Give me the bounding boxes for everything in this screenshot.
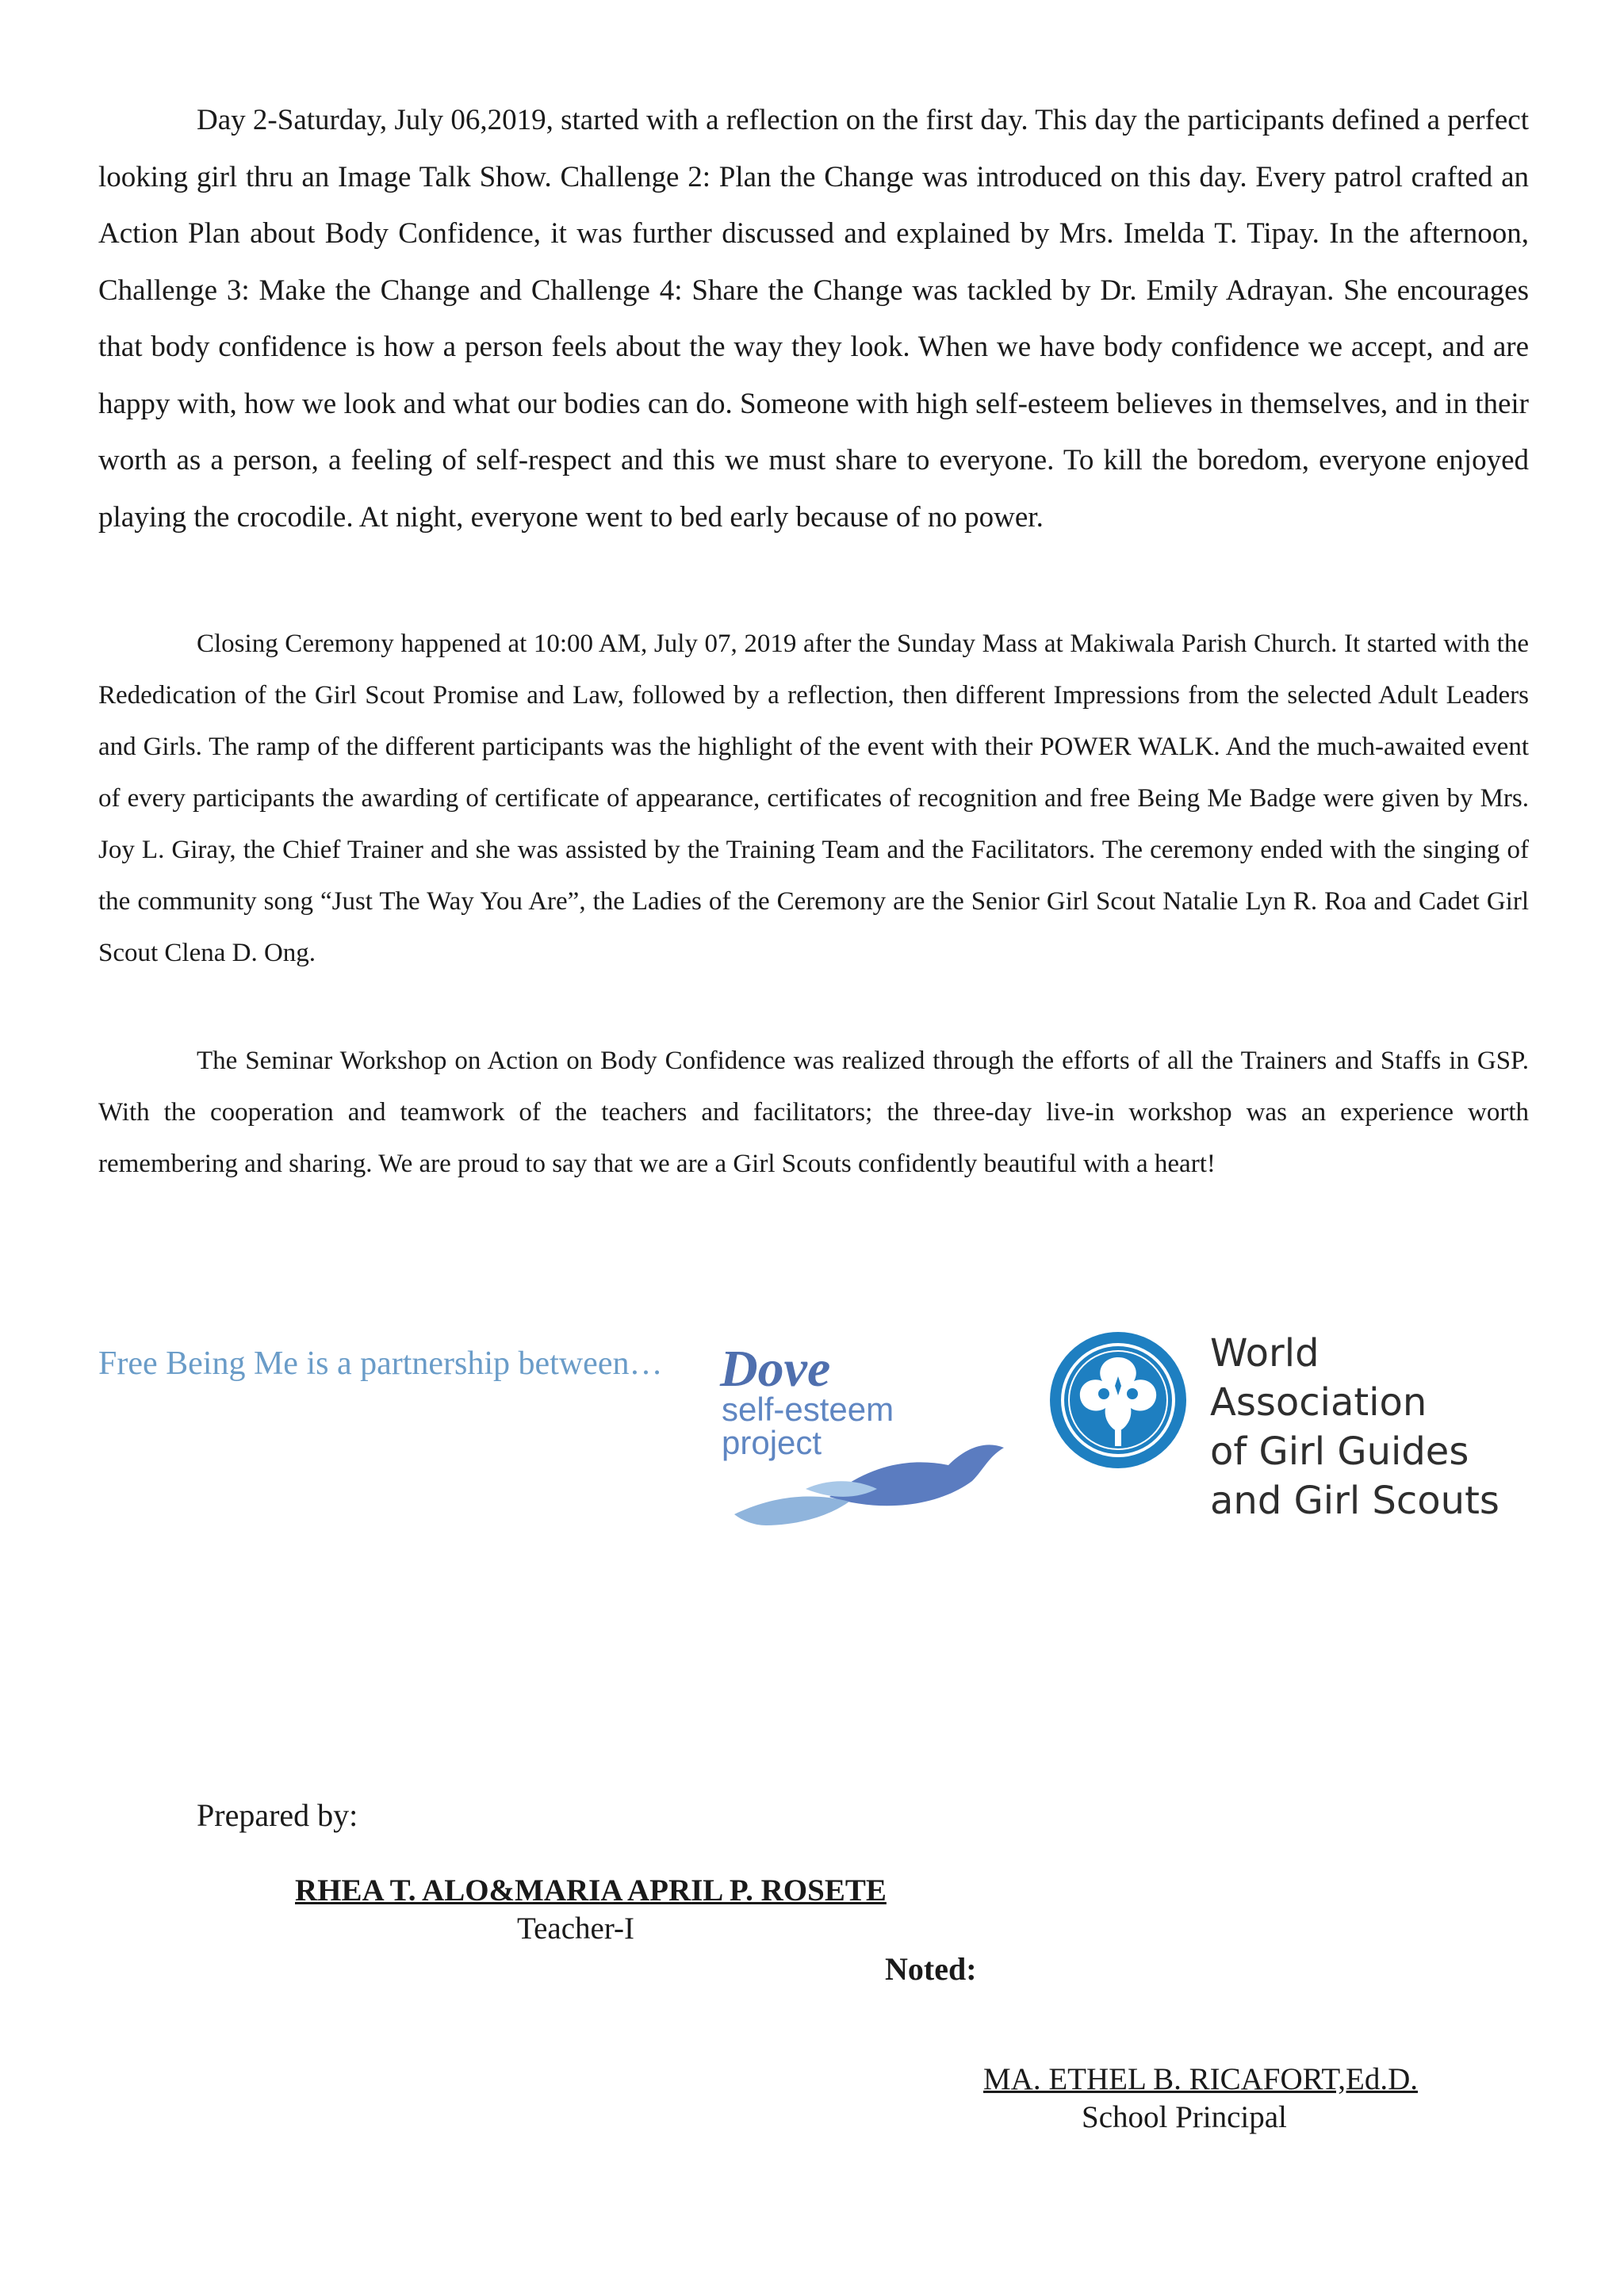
day2-paragraph-text: Day 2-Saturday, July 06,2019, started with a reflection on the first day. This day the participants defined a perfect looking girl thru an Image Talk Show. Challenge 2: Plan the Change was introduced on this day. Every patrol crafted an Action Plan about Body Confidence, it was further discussed and explained by Mrs. Imelda T. Tipay. In the afternoon, Challenge 3: Make the Change and Challenge 4: Share the Change was tackled by Dr. Emily Adrayan. She encourages that body confidence is how a person feels about the way they look. When we have body confidence we accept, and are happy with, how we look and what our bodies can do. Someone with high self-esteem believes in themselves, and in their worth as a person, a feeling of self-respect and this we must share to everyone. To kill the boredom, everyone enjoyed playing the crocodile. At night, everyone went to bed early because of no power.: [98, 104, 1529, 534]
approver-title: School Principal: [1082, 2100, 1287, 2134]
preparers-title: Teacher-I: [517, 1911, 635, 1946]
dove-self-esteem-logo: [710, 1338, 1020, 1536]
wagggs-logo: [1047, 1329, 1538, 1523]
noted-label: Noted:: [885, 1951, 977, 1987]
partnership-text: Free Being Me is a partnership between…: [98, 1345, 663, 1382]
approver-name: MA. ETHEL B. RICAFORT,Ed.D.: [983, 2062, 1418, 2096]
closing-ceremony-text: Closing Ceremony happened at 10:00 AM, July 07, 2019 after the Sunday Mass at Makiwala Parish Church. It started with the Rededication of the Girl Scout Promise and Law, followed by a reflection, then different Impressions from the selected Adult Leaders and Girls. The ramp of the different participants was the highlight of the event with their POWER WALK. And the much-awaited event of every participants the awarding of certificate of appearance, certificates of recognition and free Being Me Badge were given by Mrs. Joy L. Giray, the Chief Trainer and she was assisted by the Training Team and the Facilitators. The ceremony ended with the singing of the community song “Just The Way You Are”, the Ladies of the Ceremony are the Senior Girl Scout Natalie Lyn R. Roa and Cadet Girl Scout Clena D. Ong.: [98, 629, 1529, 967]
preparers-name: RHEA T. ALO&MARIA APRIL P. ROSETE: [295, 1873, 887, 1908]
dove-brand-text: Dove: [720, 1340, 831, 1398]
dove-line2-text: project: [722, 1424, 822, 1461]
dove-bird-small-icon: [734, 1496, 849, 1525]
prepared-by-label: Prepared by:: [197, 1797, 358, 1833]
conclusion-paragraph: [98, 1035, 1529, 1190]
wagggs-trefoil-icon: [1047, 1329, 1189, 1471]
conclusion-text: The Seminar Workshop on Action on Body Confidence was realized through the efforts of all the Trainers and Staffs in GSP. With the cooperation and teamwork of the teachers and facilitators; the three-day live-in workshop was an experience worth remembering and sharing. We are proud to say that we are a Girl Scouts confidently beautiful with a heart!: [98, 1047, 1529, 1178]
wagggs-name-text: World Association of Girl Guides and Girl Scouts: [1210, 1331, 1500, 1523]
closing-ceremony-paragraph: [98, 618, 1529, 979]
day2-paragraph: [98, 92, 1529, 545]
dove-bird-large-icon: [829, 1445, 1004, 1506]
dove-line1-text: self-esteem: [722, 1391, 894, 1428]
